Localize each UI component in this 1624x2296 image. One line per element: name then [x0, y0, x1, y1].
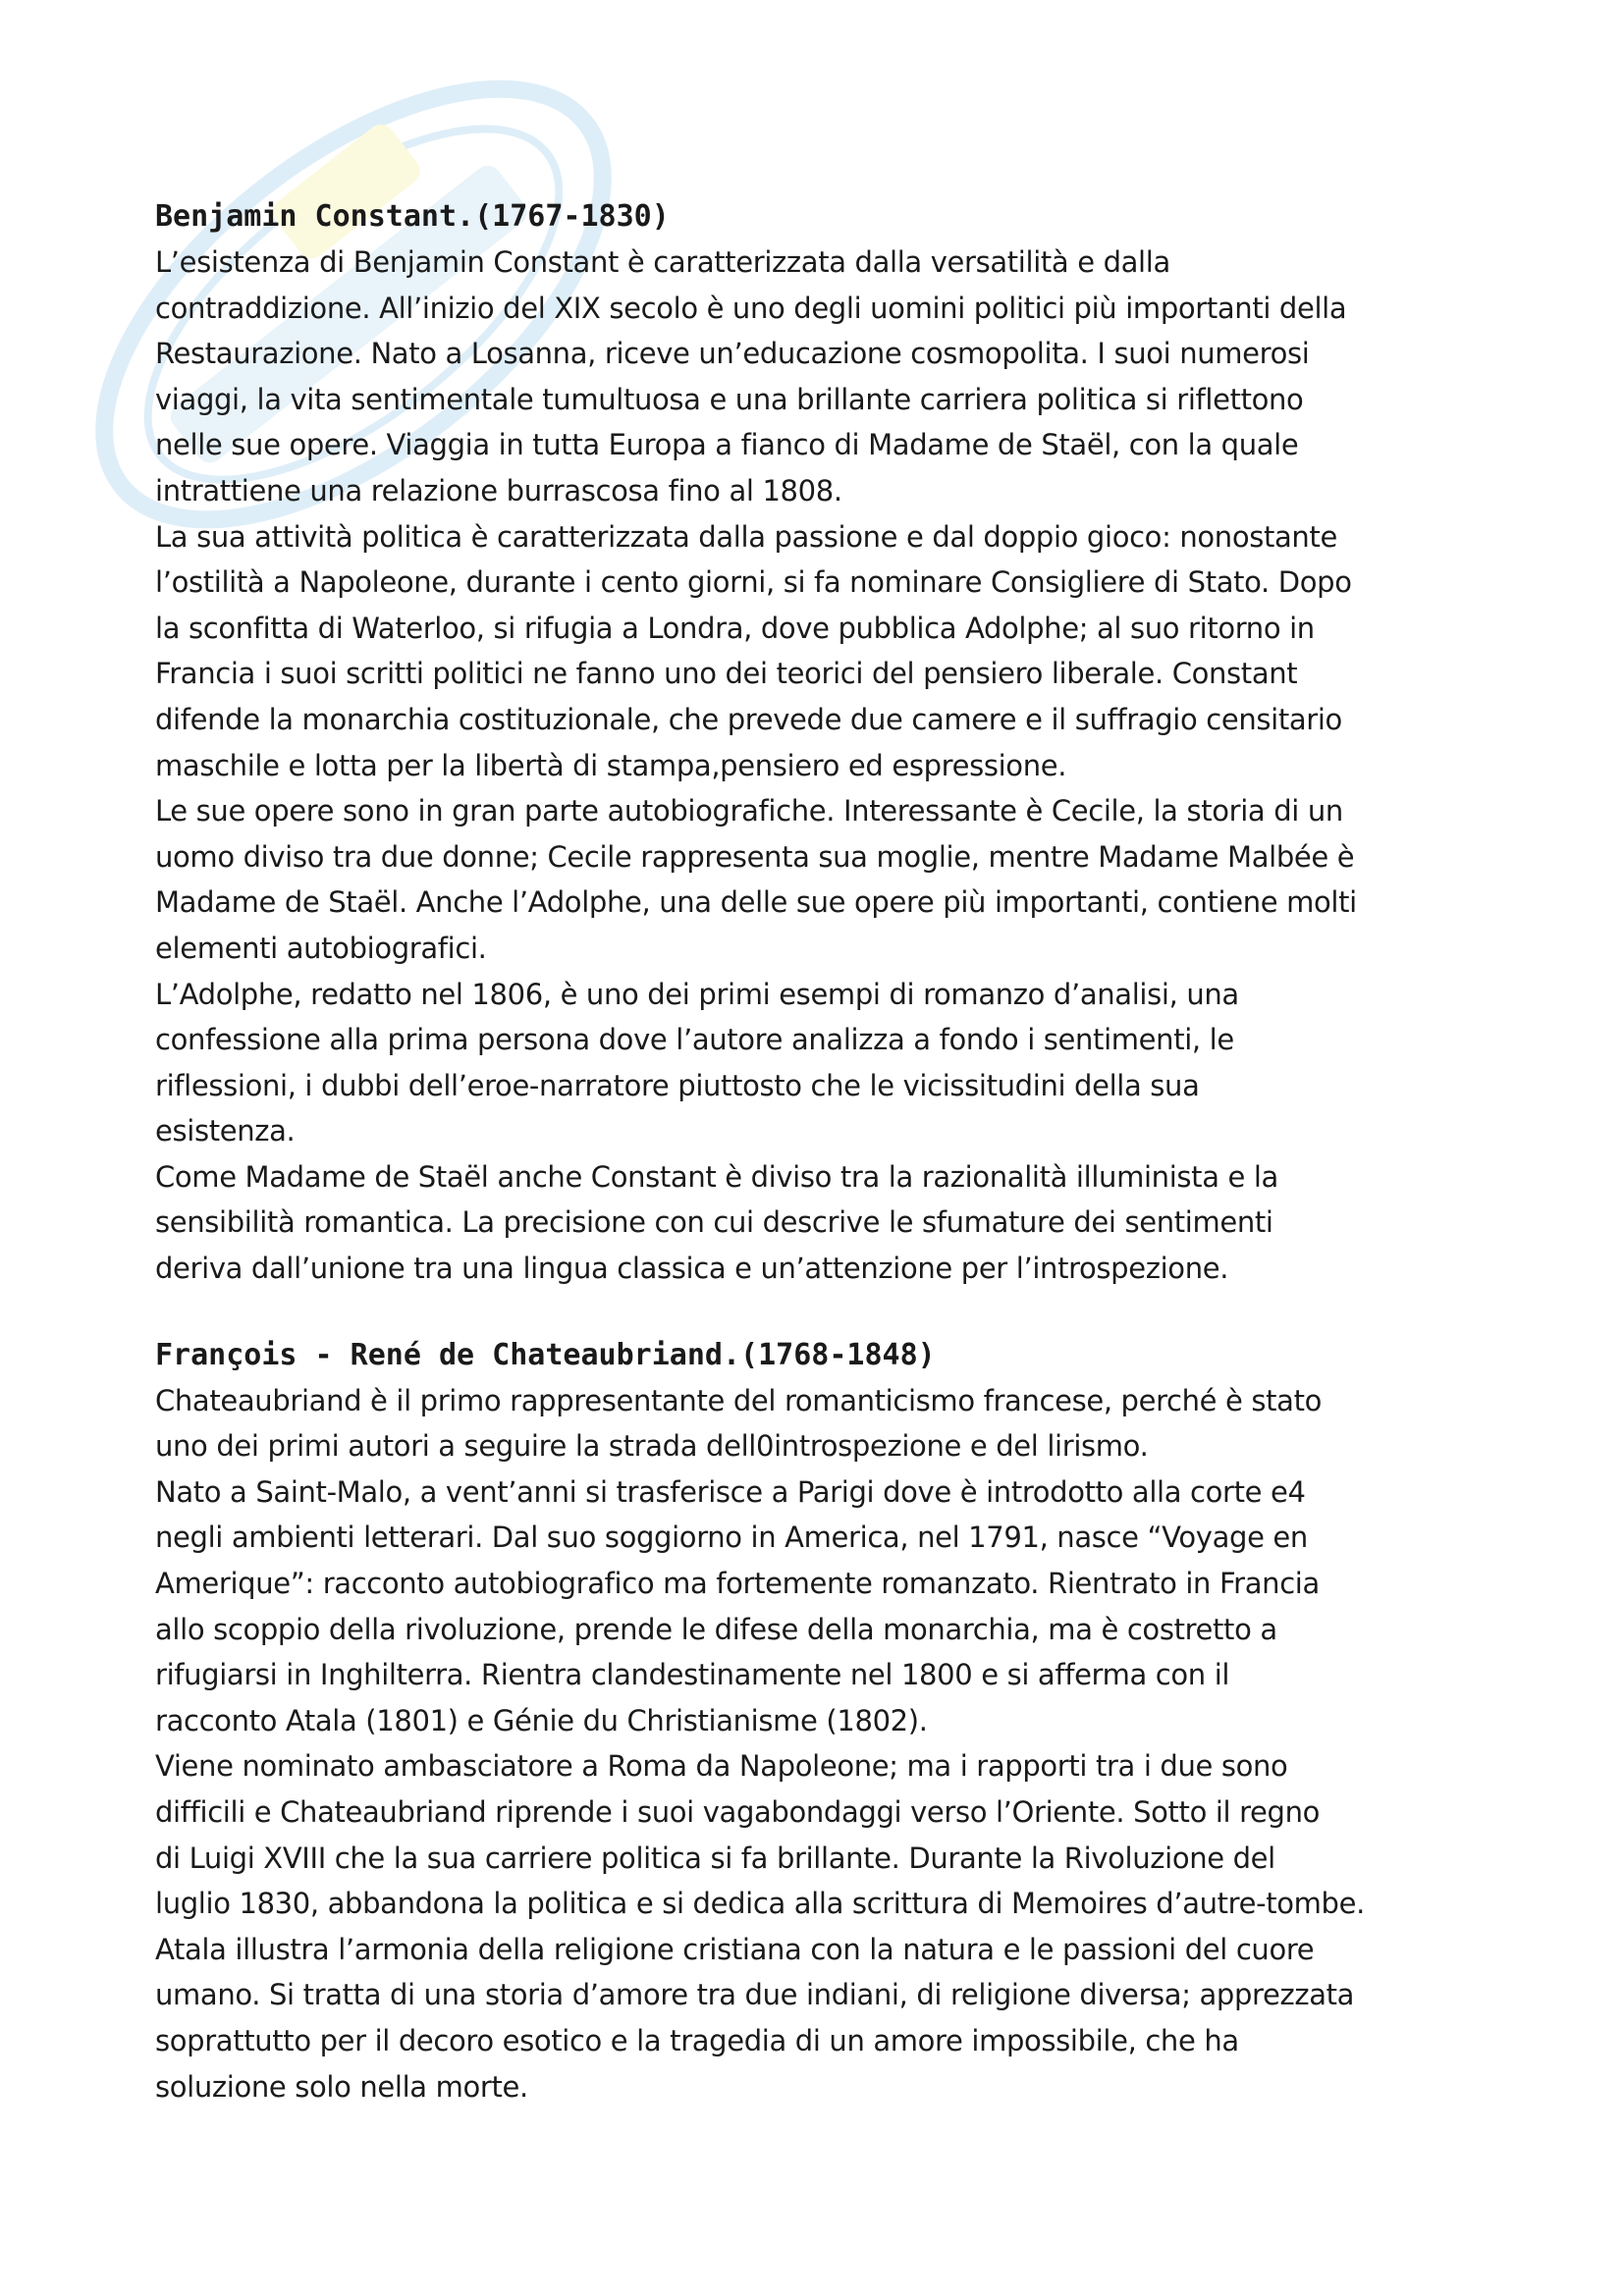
text-line: contraddizione. All’inizio del XIX secolo è uno degli uomini politici più importanti della — [155, 291, 1347, 325]
text-line: l’ostilità a Napoleone, durante i cento giorni, si fa nominare Consigliere di Stato. Dopo — [155, 565, 1352, 600]
text-line: Nato a Saint-Malo, a vent’anni si trasferisce a Parigi dove è introdotto alla corte e4 — [155, 1474, 1306, 1509]
text-line: Chateaubriand è il primo rappresentante del romanticismo francese, perché è stato — [155, 1383, 1322, 1417]
text-line: soluzione solo nella morte. — [155, 2069, 528, 2104]
text-line: elementi autobiografici. — [155, 931, 487, 965]
text-line: Amerique”: racconto autobiografico ma fortemente romanzato. Rientrato in Francia — [155, 1567, 1320, 1601]
text-line: esistenza. — [155, 1114, 296, 1148]
section-chateaubriand — [155, 1333, 1490, 2110]
text-line: difende la monarchia costituzionale, che prevede due camere e il suffragio censitario — [155, 702, 1342, 736]
text-line: uno dei primi autori a seguire la strada dell0introspezione e del lirismo. — [155, 1429, 1149, 1464]
section-heading: Benjamin Constant.(1767-1830) — [155, 199, 670, 234]
text-line: Come Madame de Staël anche Constant è diviso tra la razionalità illuminista e la — [155, 1159, 1278, 1194]
text-line: difficili e Chateaubriand riprende i suoi vagabondaggi verso l’Oriente. Sotto il regno — [155, 1795, 1321, 1829]
text-line: di Luigi XVIII che la sua carriere politica si fa brillante. Durante la Rivoluzione del — [155, 1841, 1275, 1875]
text-line: riflessioni, i dubbi dell’eroe-narratore piuttosto che le vicissitudini della sua — [155, 1068, 1200, 1102]
text-line: sensibilità romantica. La precisione con cui descrive le sfumature dei sentimenti — [155, 1205, 1273, 1240]
text-line: soprattutto per il decoro esotico e la tragedia di un amore impossibile, che ha — [155, 2023, 1239, 2057]
text-line: uomo diviso tra due donne; Cecile rappresenta sua moglie, mentre Madame Malbée è — [155, 839, 1355, 874]
text-line: luglio 1830, abbandona la politica e si dedica alla scrittura di Memoires d’autre-tombe. — [155, 1887, 1365, 1921]
text-line: Viene nominato ambasciatore a Roma da Napoleone; ma i rapporti tra i due sono — [155, 1749, 1288, 1784]
text-line: umano. Si tratta di una storia d’amore tra due indiani, di religione diversa; apprezzata — [155, 1978, 1355, 2012]
text-line: negli ambienti letterari. Dal suo soggiorno in America, nel 1791, nasce “Voyage en — [155, 1521, 1308, 1555]
text-line: La sua attività politica è caratterizzata dalla passione e dal doppio gioco: nonostante — [155, 519, 1337, 554]
document-page — [155, 194, 1490, 2151]
text-line: Madame de Staël. Anche l’Adolphe, una delle sue opere più importanti, contiene molti — [155, 885, 1357, 920]
text-line: intrattiene una relazione burrascosa fino al 1808. — [155, 473, 842, 507]
text-line: viaggi, la vita sentimentale tumultuosa e una brillante carriera politica si riflettono — [155, 382, 1304, 416]
text-line: nelle sue opere. Viaggia in tutta Europa a fianco di Madame de Staël, con la quale — [155, 428, 1299, 462]
text-line: confessione alla prima persona dove l’autore analizza a fondo i sentimenti, le — [155, 1023, 1234, 1057]
section-heading: François - René de Chateaubriand.(1768-1848) — [155, 1337, 936, 1372]
text-line: Le sue opere sono in gran parte autobiografiche. Interessante è Cecile, la storia di un — [155, 794, 1343, 828]
text-line: L’Adolphe, redatto nel 1806, è uno dei primi esempi di romanzo d’analisi, una — [155, 977, 1239, 1011]
text-line: maschile e lotta per la libertà di stampa,pensiero ed espressione. — [155, 748, 1067, 782]
text-line: Atala illustra l’armonia della religione cristiana con la natura e le passioni del cuore — [155, 1932, 1315, 1966]
text-line: Francia i suoi scritti politici ne fanno uno dei teorici del pensiero liberale. Constant — [155, 657, 1298, 691]
text-line: allo scoppio della rivoluzione, prende le difese della monarchia, ma è costretto a — [155, 1612, 1277, 1646]
text-line: deriva dall’unione tra una lingua classica e un’attenzione per l’introspezione. — [155, 1252, 1229, 1286]
text-line: rifugiarsi in Inghilterra. Rientra clandestinamente nel 1800 e si afferma con il — [155, 1658, 1230, 1692]
section-constant — [155, 194, 1490, 1292]
text-line: la sconfitta di Waterloo, si rifugia a Londra, dove pubblica Adolphe; al suo ritorno in — [155, 611, 1315, 645]
text-line: racconto Atala (1801) e Génie du Christianisme (1802). — [155, 1703, 928, 1737]
text-line: L’esistenza di Benjamin Constant è caratterizzata dalla versatilità e dalla — [155, 245, 1170, 279]
text-line: Restaurazione. Nato a Losanna, riceve un’educazione cosmopolita. I suoi numerosi — [155, 337, 1310, 371]
